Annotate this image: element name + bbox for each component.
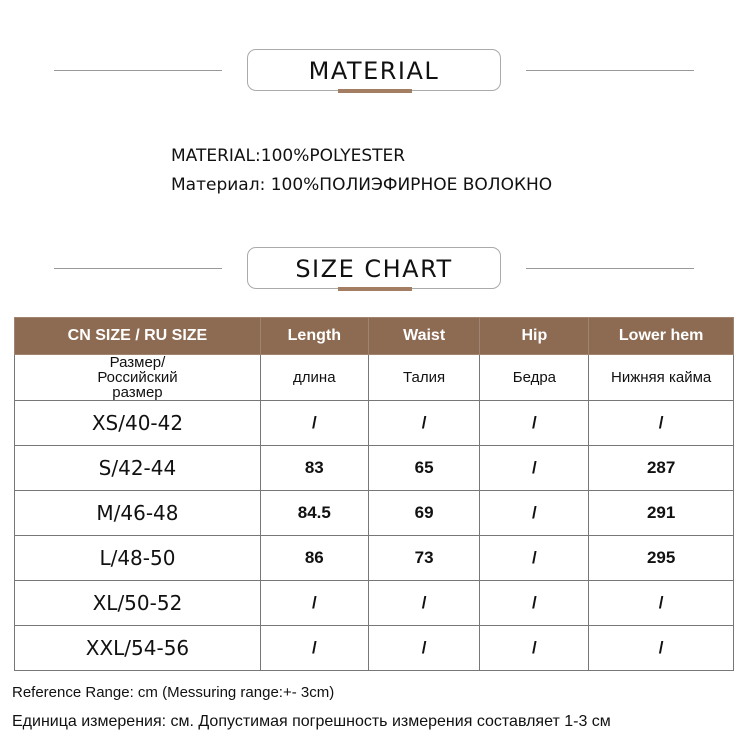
divider xyxy=(54,70,222,71)
table-row xyxy=(15,446,734,491)
value-cell: / xyxy=(589,626,734,671)
value-cell: 83 xyxy=(260,446,368,491)
subheader-row xyxy=(15,355,734,401)
divider xyxy=(526,268,694,269)
value-cell: / xyxy=(480,446,589,491)
size-cell: XXL/54-56 xyxy=(15,626,261,671)
value-cell: / xyxy=(480,401,589,446)
reference-note-ru: Единица измерения: см. Допустимая погрешность измерения составляет 1-3 см xyxy=(12,713,611,730)
table-row xyxy=(15,581,734,626)
material-line-ru: Материал: 100%ПОЛИЭФИРНОЕ ВОЛОКНО xyxy=(171,175,553,195)
value-cell: / xyxy=(368,581,480,626)
value-cell: 65 xyxy=(368,446,480,491)
table-row xyxy=(15,536,734,581)
value-cell: 295 xyxy=(589,536,734,581)
value-cell: 84.5 xyxy=(260,491,368,536)
header-cell: Length xyxy=(260,318,368,355)
size-cell: L/48-50 xyxy=(15,536,261,581)
material-heading: MATERIAL xyxy=(247,49,501,91)
accent-bar xyxy=(338,89,412,93)
subheader-cell: Нижняя кайма xyxy=(589,355,734,401)
value-cell: / xyxy=(480,536,589,581)
divider xyxy=(526,70,694,71)
value-cell: / xyxy=(368,401,480,446)
size-table xyxy=(14,317,734,671)
header-cell: CN SIZE / RU SIZE xyxy=(15,318,261,355)
value-cell: 287 xyxy=(589,446,734,491)
size-cell: M/46-48 xyxy=(15,491,261,536)
value-cell: / xyxy=(480,581,589,626)
value-cell: 69 xyxy=(368,491,480,536)
value-cell: / xyxy=(260,626,368,671)
size-chart-heading: SIZE CHART xyxy=(247,247,501,289)
value-cell: / xyxy=(480,491,589,536)
table-row xyxy=(15,626,734,671)
value-cell: 86 xyxy=(260,536,368,581)
header-cell: Waist xyxy=(368,318,480,355)
value-cell: / xyxy=(260,401,368,446)
size-cell: XS/40-42 xyxy=(15,401,261,446)
value-cell: / xyxy=(589,581,734,626)
divider xyxy=(54,268,222,269)
value-cell: 291 xyxy=(589,491,734,536)
table-row xyxy=(15,491,734,536)
value-cell: 73 xyxy=(368,536,480,581)
table-row xyxy=(15,401,734,446)
subheader-cell: Бедра xyxy=(480,355,589,401)
reference-note: Reference Range: cm (Messuring range:+- 3cm) xyxy=(12,684,335,701)
subheader-cell: Талия xyxy=(368,355,480,401)
value-cell: / xyxy=(260,581,368,626)
subheader-cell: Размер/Российский размер xyxy=(15,355,261,401)
size-cell: S/42-44 xyxy=(15,446,261,491)
subheader-cell: длина xyxy=(260,355,368,401)
value-cell: / xyxy=(589,401,734,446)
material-line-en: MATERIAL:100%POLYESTER xyxy=(171,146,406,166)
header-row xyxy=(15,318,734,355)
accent-bar xyxy=(338,287,412,291)
value-cell: / xyxy=(480,626,589,671)
header-cell: Lower hem xyxy=(589,318,734,355)
size-cell: XL/50-52 xyxy=(15,581,261,626)
value-cell: / xyxy=(368,626,480,671)
header-cell: Hip xyxy=(480,318,589,355)
